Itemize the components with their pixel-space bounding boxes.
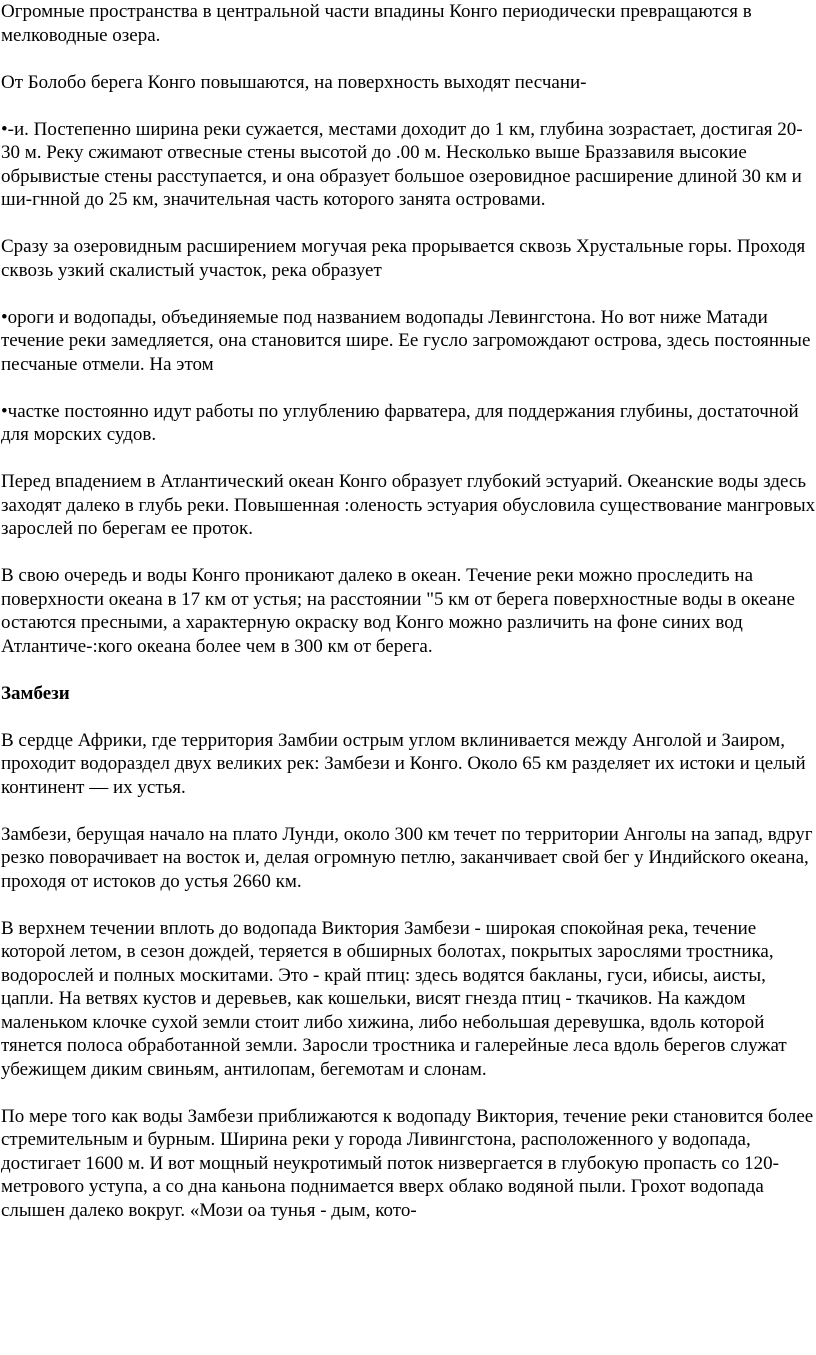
paragraph-congo-lakes: Огромные пространства в центральной части впадины Конго периодически превращаются в мелководные озера. <box>1 1 752 46</box>
paragraph-estuary: Перед впадением в Атлантический океан Конго образует глубокий эстуарий. Океанские воды здесь заходят далеко в глубь реки. Повышенная :оленость эстуария обусловила существование мангровых зарослей по берегам ее проток. <box>1 471 816 539</box>
paragraph-zambezi-course: Замбези, берущая начало на плато Лунди, около 300 км течет по территории Анголы на запад, вдруг резко поворачивает на восток и, делая огромную петлю, заканчивает свой бег у Индийского океана, проходя от истоков до устья 2660 км. <box>1 823 813 892</box>
paragraph-crystal-mountains: Сразу за озеровидным расширением могучая река прорывается сквозь Хрустальные горы. Проходя сквозь узкий скалистый участок, река образует <box>1 236 806 281</box>
paragraph-bolobo-banks: От Болобо берега Конго повышаются, на поверхность выходят песчани- <box>1 71 587 93</box>
paragraph-river-narrows: •-и. Постепенно ширина реки сужается, местами доходит до 1 км, глубина зозрастает, достигая 20-30 м. Реку сжимают отвесные стены высотой до .00 м. Несколько выше Браззавиля высокие обрывистые стены расступается, и она образует большое озеровидное расширение длиной 30 км и ши-гнной до 25 км, значительная часть которого занята островами. <box>1 118 803 210</box>
paragraph-livingstone-falls: •ороги и водопады, объединяемые под названием водопады Левингстона. Но вот ниже Матади течение реки замедляется, она становится шире. Ее гусло загромождают острова, здесь постоянные песчаные отмели. На этом <box>1 306 811 375</box>
paragraph-victoria-falls: По мере того как воды Замбези приближаются к водопаду Виктория, течение реки становится более стремительным и бурным. Ширина реки у города Ливингстона, расположенного у водопада, достигает 1600 м. И вот мощный неукротимый поток низвергается в глубокую пропасть со 120-метрового уступа, а со дна каньона поднимается вверх облако водяной пыли. Грохот водопада слышен далеко вокруг. «Мози оа тунья - дым, кото- <box>1 1105 814 1221</box>
paragraph-fairway-works: •частке постоянно идут работы по углублению фарватера, для поддержания глубины, достаточной для морских судов. <box>1 400 799 445</box>
paragraph-congo-ocean: В свою очередь и воды Конго проникают далеко в океан. Течение реки можно проследить на поверхности океана в 17 км от устья; на расстоянии "5 км от берега поверхностные воды в океане остаются пресными, а характерную окраску вод Конго можно различить на фоне синих вод Атлантиче-:кого океана более чем в 300 км от берега. <box>1 565 795 657</box>
section-heading-zambezi: Замбези <box>1 682 70 704</box>
paragraph-watershed: В сердце Африки, где территория Замбии острым углом вклинивается между Анголой и Заиром, проходит водораздел двух великих рек: Замбези и Конго. Около 65 км разделяет их истоки и целый континент — их устья. <box>1 729 806 798</box>
paragraph-upper-reaches: В верхнем течении вплоть до водопада Виктория Замбези - широкая спокойная река, течение которой летом, в сезон дождей, теряется в обширных болотах, покрытых зарослями тростника, водорослей и полных москитами. Это - край птиц: здесь водятся бакланы, гуси, ибисы, аисты, цапли. На ветвях кустов и деревьев, как кошельки, висят гнезда птиц - ткачиков. На каждом маленьком клочке сухой земли стоит либо хижина, либо небольшая деревушка, вдоль которой тянется полоса обработанной земли. Заросли тростника и галерейные леса вдоль берегов служат убежищем диким свиньям, антилопам, бегемотам и слонам. <box>1 917 787 1080</box>
